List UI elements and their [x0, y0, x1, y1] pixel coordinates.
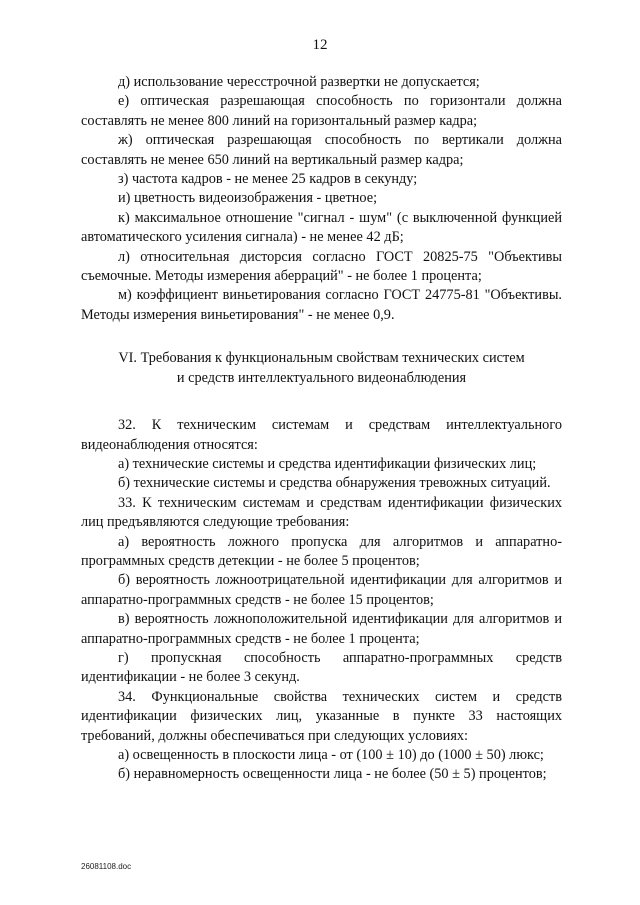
requirements-list-bottom [81, 416, 562, 785]
section-heading-line: VI. Требования к функциональным свойствам технических систем [118, 350, 525, 367]
section-heading-line: и средств интеллектуального видеонаблюдения [176, 369, 467, 386]
paragraph: а) освещенность в плоскости лица - от (100 ± 10) до (1000 ± 50) люкс; [118, 747, 544, 763]
paragraph: в) вероятность ложноположительной идентификации для алгоритмов и аппаратно-программных средств - не более 1 процента; [81, 611, 562, 647]
paragraph: з) частота кадров - не менее 25 кадров в секунду; [118, 171, 418, 188]
page-number: 12 [312, 37, 328, 53]
requirements-list-top [81, 73, 562, 325]
paragraph: д) использование чересстрочной развертки не допускается; [118, 74, 480, 90]
paragraph: г) пропускная способность аппаратно-программных средств идентификации - не более 3 секунд. [81, 649, 562, 686]
paragraph: а) технические системы и средства идентификации физических лиц; [118, 455, 537, 472]
paragraph: 32. К техническим системам и средствам интеллектуального видеонаблюдения относятся: [81, 417, 562, 453]
paragraph: 34. Функциональные свойства технических систем и средств идентификации физических лиц, указанные в пункте 33 настоящих требований, должны обеспечиваться при следующих условиях: [81, 688, 562, 744]
paragraph: 33. К техническим системам и средствам идентификации физических лиц предъявляются следующие требования: [81, 494, 562, 531]
paragraph: б) вероятность ложноотрицательной идентификации для алгоритмов и аппаратно-программных средств - не более 15 процентов; [81, 572, 562, 608]
paragraph: б) неравномерность освещенности лица - не более (50 ± 5) процентов; [118, 766, 547, 783]
paragraph: м) коэффициент виньетирования согласно ГОСТ 24775-81 "Объективы. Методы измерения виньетирования" - не менее 0,9. [81, 287, 562, 323]
paragraph: а) вероятность ложного пропуска для алгоритмов и аппаратно-программных средств детекции - не более 5 процентов; [81, 533, 562, 569]
paragraph: ж) оптическая разрешающая способность по вертикали должна составлять не менее 650 линий на вертикальный размер кадра; [81, 132, 562, 168]
footer-filename: 26081108.doc [81, 862, 132, 871]
paragraph: е) оптическая разрешающая способность по горизонтали должна составлять не менее 800 линий на горизонтальный размер кадра; [81, 93, 562, 129]
document-body [81, 73, 562, 785]
paragraph: л) относительная дисторсия согласно ГОСТ 20825-75 "Объективы съемочные. Методы измерения аберраций" - не более 1 процента; [81, 248, 562, 285]
paragraph: к) максимальное отношение "сигнал - шум" (с выключенной функцией автоматического усиления сигнала) - не менее 42 дБ; [81, 209, 562, 246]
paragraph: и) цветность видеоизображения - цветное; [118, 190, 378, 207]
section-heading [81, 349, 562, 388]
paragraph: б) технические системы и средства обнаружения тревожных ситуаций. [118, 475, 551, 492]
